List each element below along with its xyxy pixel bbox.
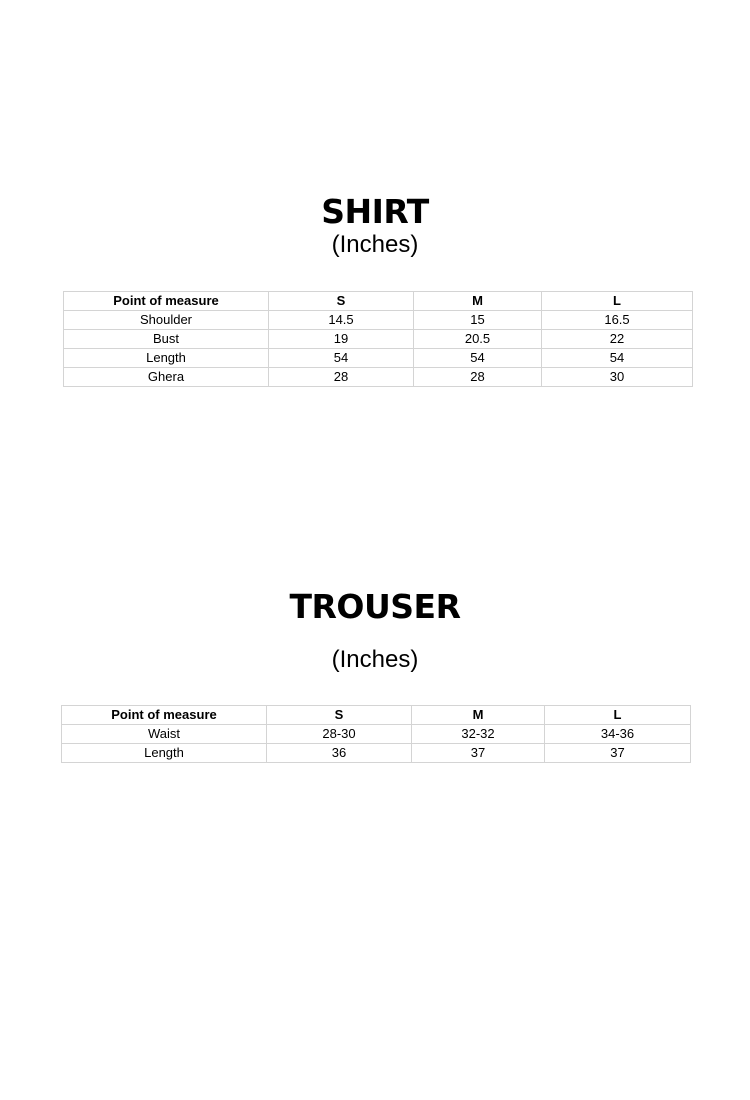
table-header-row: [64, 292, 693, 311]
value-l: 16.5: [542, 311, 693, 330]
header-point-of-measure: Point of measure: [64, 292, 269, 311]
value-m: 28: [414, 368, 542, 387]
header-size-l: L: [545, 706, 691, 725]
header-size-l: L: [542, 292, 693, 311]
shirt-unit: (Inches): [331, 231, 419, 258]
value-s: 14.5: [269, 311, 414, 330]
header-size-m: M: [414, 292, 542, 311]
value-l: 22: [542, 330, 693, 349]
measure-label: Length: [64, 349, 269, 368]
header-size-s: S: [267, 706, 412, 725]
header-point-of-measure: Point of measure: [62, 706, 267, 725]
table-row: [64, 368, 693, 387]
measure-label: Ghera: [64, 368, 269, 387]
header-size-m: M: [412, 706, 545, 725]
value-m: 20.5: [414, 330, 542, 349]
table-row: [64, 330, 693, 349]
measure-label: Bust: [64, 330, 269, 349]
value-l: 30: [542, 368, 693, 387]
table-row: [64, 311, 693, 330]
trouser-title: TROUSER: [289, 587, 461, 626]
measure-label: Length: [62, 744, 267, 763]
shirt-size-table: [63, 291, 693, 387]
value-m: 32-32: [412, 725, 545, 744]
value-s: 19: [269, 330, 414, 349]
measure-label: Waist: [62, 725, 267, 744]
value-m: 54: [414, 349, 542, 368]
table-row: [64, 349, 693, 368]
value-l: 34-36: [545, 725, 691, 744]
value-s: 54: [269, 349, 414, 368]
table-header-row: [62, 706, 691, 725]
shirt-title: SHIRT: [321, 192, 429, 231]
header-size-s: S: [269, 292, 414, 311]
value-s: 28-30: [267, 725, 412, 744]
table-row: [62, 725, 691, 744]
value-l: 37: [545, 744, 691, 763]
trouser-unit: (Inches): [331, 646, 419, 673]
measure-label: Shoulder: [64, 311, 269, 330]
value-m: 37: [412, 744, 545, 763]
value-s: 28: [269, 368, 414, 387]
trouser-size-table: [61, 705, 691, 763]
value-m: 15: [414, 311, 542, 330]
value-s: 36: [267, 744, 412, 763]
value-l: 54: [542, 349, 693, 368]
table-row: [62, 744, 691, 763]
